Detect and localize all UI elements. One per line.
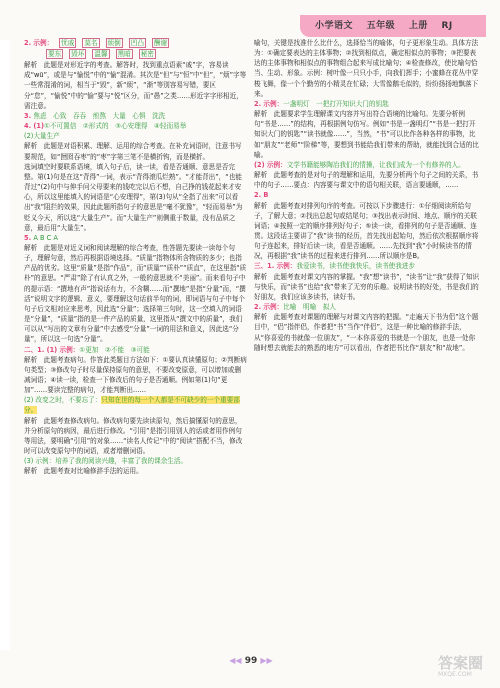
right-column	[254, 38, 480, 353]
q2-box: 秘密	[140, 50, 154, 59]
q4-label: 4. (1)	[24, 122, 45, 131]
analysis-paragraph: 解析 此题考查病句。作答此类题目方法如下：①要认真读懂原句；②判断病句类型；③修改句子时尽量保持原句的意思，不要改变原意，可以增加或删减词语；④读一读，检查一下修改后的句子是否通顺。例如第(1)句“更加”……要读完整的病句，才能判断出……	[24, 355, 247, 395]
q2-box: 凹凸	[130, 39, 144, 47]
q2-boxes-2	[24, 49, 247, 59]
analysis-paragraph: 解析 此题考查的是对句子的理解和运用，先要分析两个句子之间的关系，书中的句子……要点：内容要与课文中的语句相关联，语言要通顺，……	[254, 171, 479, 190]
q4-answer-text: ①不可置信 ②形式的 ③心安理得 ④轻而易举	[44, 122, 187, 131]
q3-label: 3.	[24, 111, 34, 120]
q2-box: 酬谢	[153, 39, 168, 47]
r-q3-answer-text: 一盏明灯 一把打开知识大门的钥匙	[283, 99, 389, 108]
analysis-paragraph: 解析 此题是对形近字的考查。解答时，找到重点语素“戚”字，容易读成“wū”，或是与“愉悦”中的“愉”混淆。其次是“但”与“恒”中“但”，“烦”字等一些常混淆的词，相当于“毁”，新“烦”，“渐”等别容易写错，要区分“怠”，“愉悦”中的“愉”要与“悦”区分，而“愚”之类……形近字字形相近，需注意。	[24, 61, 247, 110]
q2-label: 2. 示例：	[24, 39, 54, 47]
page-header	[0, 0, 500, 32]
header-grade: 五年级	[366, 21, 396, 31]
r-sec3-label: 三、1. 示例：	[254, 262, 297, 271]
q2-box: 莫名	[84, 39, 98, 47]
sec2-label: 二、1. (1) 示例：	[24, 345, 80, 354]
page-margin	[0, 40, 10, 650]
page-number: 99	[244, 656, 258, 666]
q2-box: 黑暗	[117, 50, 131, 59]
sec2-answer	[24, 345, 247, 355]
q5-answer-text: A B C A	[33, 233, 58, 242]
q3-answer-text: 焦虑 心致 吞吞 煎熬 大量 心惧 洗洗	[33, 111, 166, 120]
r-q4-answer	[254, 160, 480, 170]
page-footer	[206, 656, 296, 670]
header-info	[315, 18, 463, 31]
q2-boxes	[24, 38, 247, 48]
q2-box: 烦倒	[107, 39, 121, 47]
analysis-paragraph: 解析 此题是对语积累、理解、运用的综合考查。在补充词语时，注意书写要规范，如“囫囵吞枣”的“枣”字第三笔不是横折钩，而是横折。	[24, 142, 242, 161]
sec2-q2-prefix: (2) 改变之时，不要忘了：	[24, 396, 102, 405]
sec2-q3-answer: (3) 示例：培养了我的阅读兴趣，丰富了我的课余生活。	[24, 457, 188, 466]
header-volume: 上册	[408, 21, 428, 31]
sec2-q2-answer	[24, 395, 247, 415]
analysis-paragraph: 解析 此题考查对课题的理解与对课文内容的把握。“走遍天下书为侣”这个题目中，“侣”指伴侣，作者把“书”当作“伴侣”，这是一种比喻的修辞手法，从“你喜爱的书就像一位朋友”，“一本你喜爱的书就是一个朋友，也是一处你随时想去就能去的熟悉的地方”可以看出，作者把书比作“朋友”和“故地”。	[254, 313, 479, 352]
r-q4-label: (2) 示例：	[254, 160, 287, 169]
r-sec3-answer	[254, 261, 480, 271]
q2-box: 忧戚	[61, 39, 75, 47]
q5-label: 5.	[24, 233, 34, 242]
r-q6-label: 2. 示例：	[254, 303, 284, 312]
header-edition: RJ	[441, 21, 453, 31]
q2-box: 温馨	[94, 50, 108, 59]
next-arrows-icon: ▶▶	[260, 656, 273, 665]
analysis-paragraph: 解析 此题考查对比喻修辞手法的运用。	[24, 467, 143, 476]
r-q3-label: 2. 示例：	[254, 99, 284, 108]
r-q4-answer-text: 文学书籍能够陶冶我们的情操，让我们成为一个有修养的人。	[286, 160, 465, 169]
q3-answer	[24, 111, 247, 121]
analysis-paragraph: 解析 此题考查修改病句。修改病句要先读读原句，然后搞懂原句的意思，并分析原句的病因，最后进行修改。“引用”是指引用别人的话或者用作例句等用法，要明确“引用”的对象……“读名人传记”中的“阅读”搭配不当，修改时可以改变原句中的词语，或者增删词语。	[24, 416, 243, 456]
left-column	[24, 38, 247, 477]
r-q6-answer	[254, 302, 480, 312]
analysis-paragraph: 解析 此题考查对课文内容的掌握。“我”想“读书”，“读书”让“我”获得了知识与快乐，而“读书”也给“我”带来了无穷的乐趣。说明读书的好处，书是我们的好朋友，我们应该多读书，读好书。	[254, 272, 480, 301]
q5-answer	[24, 233, 247, 243]
analysis-paragraph: 解析 此题要求学生理解课文内容并写出符合语境的比喻句。先要分析例句“书是……”的结构，再根据例句仿写。例如“书是一盏明灯”“书是一把打开知识大门的钥匙”“读书就像……”，当然，“书”可以比作各种各样的事物，比如“朋友”“老师”“阶梯”等，要想到书能给我们带来的帮助，就能找到合适的比喻。	[254, 110, 479, 159]
q2-box: 毁坏	[71, 50, 85, 59]
highlighted-answer: 只知在世的每一个人都是不可缺少的一个重要部分。	[24, 396, 240, 415]
analysis-paragraph: 解析 此题是对近义词和阅读理解的综合考查，性答题先要读一读每个句子，理解句意，然后再根据语境选择。“质量”指物体所含物质的多少；也指产品的优劣。这里“质量”是指“作品”，而“质量”“质朴”“质直”，在这里指“质朴”的意思。“严肃”除了有认真之外，一般的意思就不“美丽”。而来看句子中的提示语：“撰地有声”指说话有力，不含糊……而“撰地”是指“分量”而，“撰活”说明文字的逻辑、意义，要理解这句话前半句的词，即词语与句子中每个句子后文相对应来思考，因此选“分量”；选择第三句时，这一空填入的词语是“分量”，“质量”指的是一件产品的质量，这里指从“撰文中的质量”，我们可以从“写出的文章有分量”中去感受“分量”一词的用法和意义，因此选“分量”，所以这一句选“分量”。	[24, 243, 247, 344]
q4-answer-2: (2)大量生产	[24, 132, 60, 141]
watermark-text: 答案圈	[438, 654, 484, 672]
r-q5-answer: 2. B	[254, 191, 269, 200]
q4-answer	[24, 121, 247, 131]
r-q6-answer-text: 比喻 明喻 拟人	[283, 303, 336, 312]
analysis-paragraph: 喻句，关键是找准什么比什么，选择恰当的喻体，句子更形象生动。具体方法为：①确定要表达的主体事物；②找到相似点，确定相似点的事物；③把要表达的主体事物和相似点的事物组合起来写成比喻句；④检查修改，使比喻句恰当、生动、形象。示例：树叶像一只只小手，向我们挥手；小蜜蜂在花丛中穿梭飞舞，像一个个勤劳的小精灵在忙碌；大雪像鹅毛似的，纷纷扬扬地飘落下来。	[254, 39, 479, 98]
analysis-paragraph: 解析 此题考查对排列句序的考查。可按以下步骤进行：①仔细阅读所给句子，了解大意；②找出总起句或结尾句；③找出表示时间、地点、顺序的关联词语；④按照一定的顺序排列好句子；⑤读一读，看排列的句子是否通顺、连贯。这段话主要讲了“我”读书的经历，首先找出起始句，然后依次根据顺序将句子连起来，排好后读一读，看是否通顺。……先找到“我”小时候读书的情况，再根据“我”读书的过程来进行排列……所以顺序是B。	[254, 201, 479, 261]
q2-box: 要东	[48, 50, 62, 59]
watermark-domain: MXQE.COM	[438, 671, 472, 678]
r-q3-answer	[254, 99, 480, 109]
sec2-answer-text: ①更加 ②不能 ③可能	[79, 345, 150, 354]
header-subject: 小学语文	[315, 21, 354, 31]
watermark-logo	[438, 655, 496, 685]
analysis-paragraph: 选词填空时要联系语境，填入句子后，读一读，看是否通顺、意思是否完整。第(1)句是在这“背得”一词，表示“背得滚瓜烂熟”。“才能背出”，“也能背过”(2)句中与伸手问父母要来的钱吃完以后不想，自己挣的钱花起来才安心，所以这里能填入的词语是“心安理得”，第(3)句从“全指了出来”可以看出“我”阻拦的效果，因此此题所指句子的意思是“毫不犹豫”，“轻而易举”为贬义今天，所以选“大量生产”。而“大量生产”则侧重于数量，没有品质之意，最后用“大量生”。	[24, 162, 243, 232]
prev-arrows-icon: ◀◀	[229, 656, 242, 665]
r-sec3-answer-text: 我爱读书，读书使我快乐，读书使我进步	[296, 262, 416, 271]
